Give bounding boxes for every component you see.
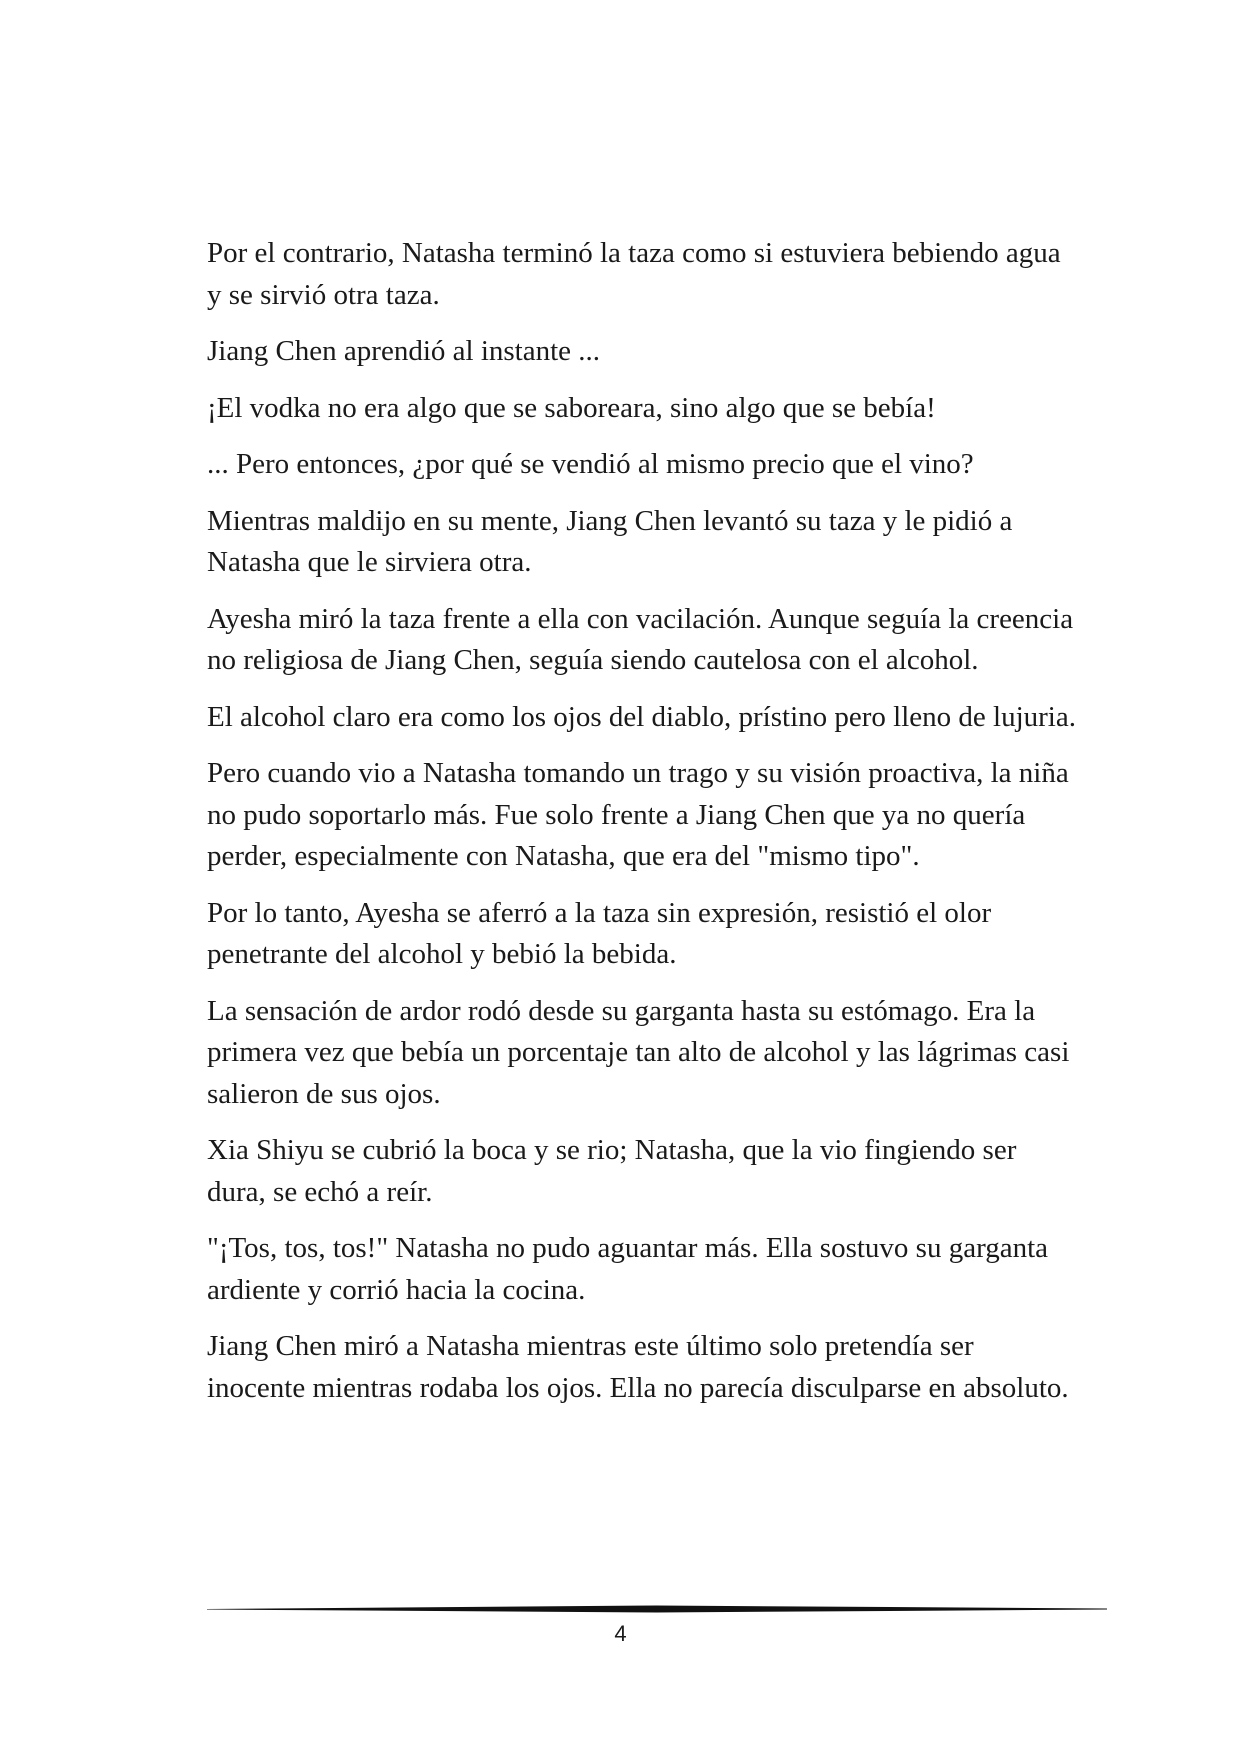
paragraph-5: Mientras maldijo en su mente, Jiang Chen levantó su taza y le pidió a Natasha que le sirviera otra.: [207, 504, 1013, 578]
paragraph-6: Ayesha miró la taza frente a ella con vacilación. Aunque seguía la creencia no religiosa de Jiang Chen, seguía siendo cautelosa con el alcohol.: [207, 602, 1074, 676]
paragraph-4: ... Pero entonces, ¿por qué se vendió al mismo precio que el vino?: [207, 448, 974, 480]
body-text: [207, 233, 1077, 1424]
paragraph-13: Jiang Chen miró a Natasha mientras este último solo pretendía ser inocente mientras rodaba los ojos. Ella no parecía disculparse en absoluto.: [207, 1330, 1069, 1404]
paragraph-3: ¡El vodka no era algo que se saboreara, sino algo que se bebía!: [207, 391, 936, 424]
paragraph-12: "¡Tos, tos, tos!" Natasha no pudo aguantar más. Ella sostuvo su garganta ardiente y corrió hacia la cocina.: [207, 1232, 1049, 1306]
paragraph-11: Xia Shiyu se cubrió la boca y se rio; Natasha, que la vio fingiendo ser dura, se echó a reír.: [207, 1134, 1017, 1208]
paragraph-8: Pero cuando vio a Natasha tomando un trago y su visión proactiva, la niña no pudo soportarlo más. Fue solo frente a Jiang Chen que ya no quería perder, especialmente con Natasha, que era del "mismo tipo".: [207, 757, 1069, 872]
paragraph-9: Por lo tanto, Ayesha se aferró a la taza sin expresión, resistió el olor penetrante del alcohol y bebió la bebida.: [207, 896, 992, 970]
paragraph-7: El alcohol claro era como los ojos del diablo, prístino pero lleno de lujuria.: [207, 700, 1076, 733]
paragraph-2: Jiang Chen aprendió al instante ...: [207, 335, 601, 367]
footer-divider: [207, 1603, 1107, 1615]
page-number: 4: [614, 1621, 627, 1646]
paragraph-1: Por el contrario, Natasha terminó la taza como si estuviera bebiendo agua y se sirvió otra taza.: [207, 237, 1061, 311]
paragraph-10: La sensación de ardor rodó desde su garganta hasta su estómago. Era la primera vez que bebía un porcentaje tan alto de alcohol y las lágrimas casi salieron de sus ojos.: [207, 994, 1070, 1110]
